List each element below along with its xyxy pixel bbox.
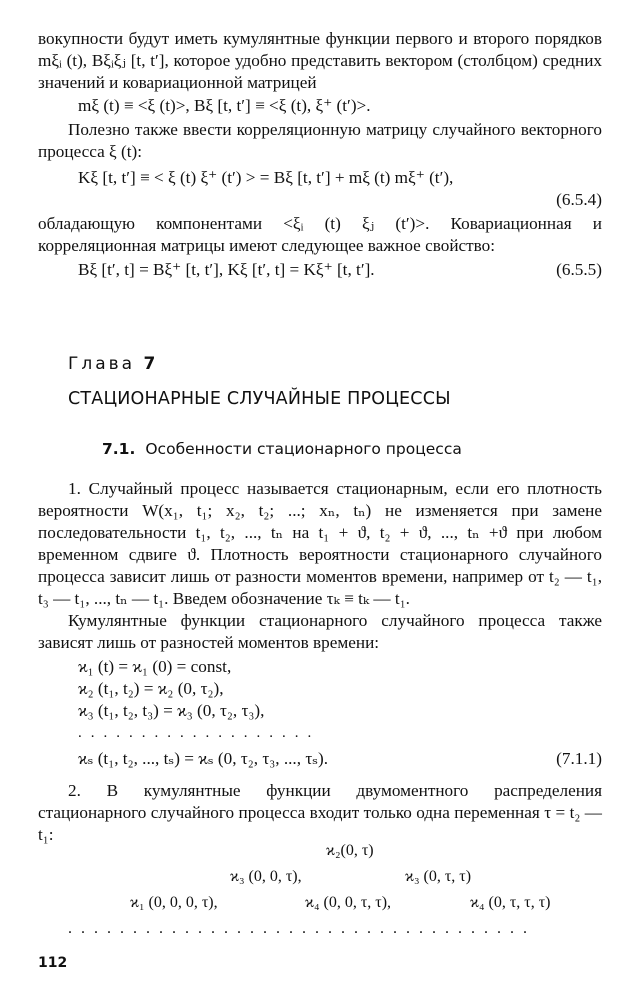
equation-body: ϰ₃ (t₁, t₂, t₃) = ϰ₃ (0, τ₂, τ₃), [78, 701, 265, 720]
paragraph: 1. Случайный процесс называется стационарным, если его плотность вероятности W(x₁, t₁; x₂, t₂; ...; xₙ, tₙ) не изменяется при замене последовательности t₁, t₂, ..., tₙ на t₁ + ϑ, t₂ + ϑ, ..., tₙ +ϑ при любом временном сдвиге ϑ. Плотность вероятности стационарного случайного процесса зависит лишь от разности моментов времени, например от t₂ — t₁, t₃ — t₁, ..., tₙ — t₁. Введем обозначение τₖ ≡ tₖ — t₁. [38, 479, 602, 608]
equation-number: (6.5.4) [556, 190, 602, 209]
triangle-entry: ϰ₃ (0, τ, τ) [405, 868, 472, 885]
page-number: 112 [38, 955, 68, 971]
paragraph: Полезно также ввести корреляционную матрицу случайного векторного процесса ξ (t): [38, 120, 602, 161]
triangle-entry: ϰ₂(0, τ) [326, 842, 374, 859]
equation-system [38, 656, 602, 770]
section-title [102, 440, 462, 458]
chapter-word: Глава [68, 354, 136, 374]
triangle-entry: ϰ₃ (0, 0, τ), [230, 868, 302, 885]
equation [38, 259, 602, 281]
paragraph: 2. В кумулянтные функции двумоментного распределения стационарного случайного процесса входит только одна переменная τ = t₂ — t₁: [38, 781, 602, 844]
equation [38, 656, 602, 678]
equation-body: ϰ₂ (t₁, t₂) = ϰ₂ (0, τ₂), [78, 679, 224, 698]
section-heading: Особенности стационарного процесса [145, 440, 462, 458]
paragraph: вокупности будут иметь кумулянтные функции первого и второго порядков mξᵢ (t), Bξᵢξⱼ [t, t′], которое удобно представить вектором (столбцом) средних значений и ковариационной матрицей [38, 29, 602, 92]
equation-body: ϰₛ (t₁, t₂, ..., tₛ) = ϰₛ (0, τ₂, τ₃, ..., τₛ). [78, 749, 329, 768]
equation-body: ϰ₁ (t) = ϰ₁ (0) = const, [78, 657, 232, 676]
equation-body: mξ (t) ≡ <ξ (t)>, Bξ [t, t′] ≡ <ξ (t), ξ⁺ (t′)>. [78, 96, 371, 115]
paragraph: Кумулянтные функции стационарного случайного процесса также зависят лишь от разностей моментов времени: [38, 611, 602, 652]
ellipsis-row: .................................... [68, 920, 536, 937]
equation-number: (7.1.1) [556, 749, 602, 768]
chapter-number: 7 [143, 354, 156, 374]
equation-number-row [38, 189, 602, 211]
equation [38, 748, 602, 770]
paragraph: обладающую компонентами <ξᵢ (t) ξⱼ (t′)>. Ковариационная и корреляционная матрицы имеют следующее важное свойство: [38, 214, 602, 255]
section-number: 7.1. [102, 440, 136, 458]
equation [38, 167, 602, 189]
triangle-entry: ϰ₄ (0, τ, τ, τ) [470, 894, 551, 911]
equation-number: (6.5.5) [556, 260, 602, 279]
equation [38, 678, 602, 700]
text-body [38, 478, 602, 846]
equation [38, 95, 602, 117]
ellipsis-row: ................... [78, 725, 321, 741]
equation-body: Bξ [t′, t] = Bξ⁺ [t, t′], Kξ [t′, t] = Kξ⁺ [t, t′]. [78, 260, 375, 279]
equation-dots [38, 722, 602, 744]
chapter-title: СТАЦИОНАРНЫЕ СЛУЧАЙНЫЕ ПРОЦЕССЫ [68, 389, 451, 409]
triangle-entry: ϰ₁ (0, 0, 0, τ), [130, 894, 218, 911]
chapter-label [68, 354, 155, 374]
equation-body: Kξ [t, t′] ≡ < ξ (t) ξ⁺ (t′) > = Bξ [t, t′] + mξ (t) mξ⁺ (t′), [78, 168, 454, 187]
equation [38, 700, 602, 722]
triangle-entry: ϰ₄ (0, 0, τ, τ), [305, 894, 392, 911]
text-top [38, 28, 602, 281]
